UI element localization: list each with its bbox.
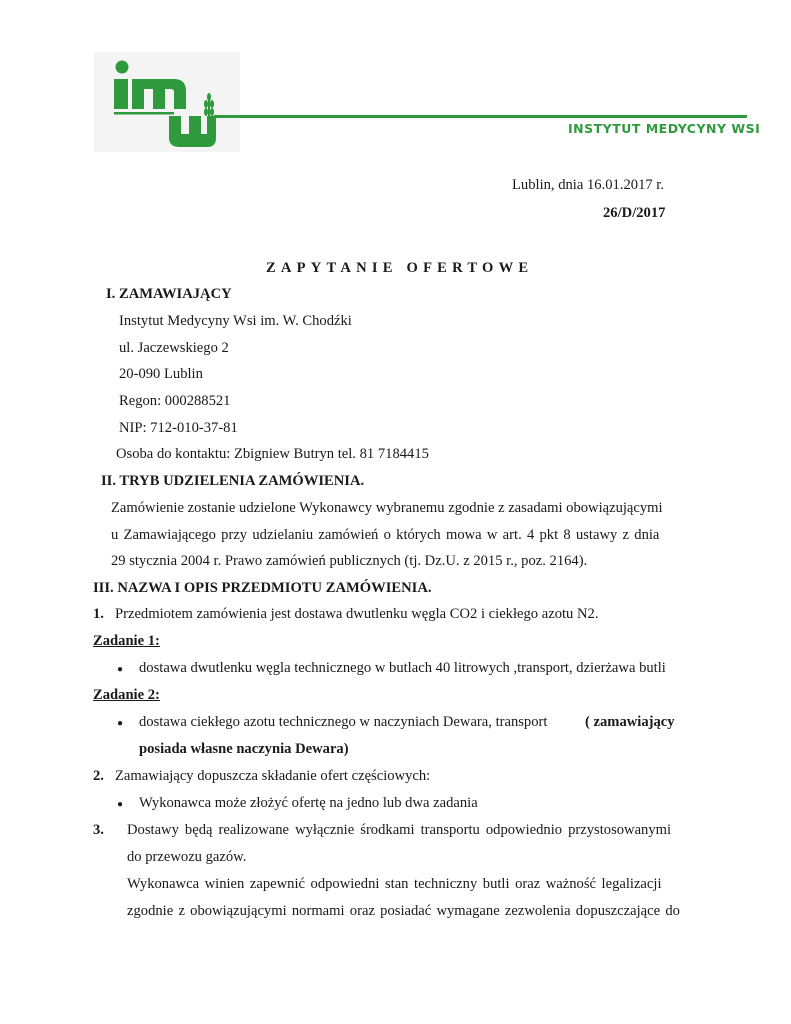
item2-number: 2. [93, 768, 104, 784]
bullet-icon: ● [117, 664, 124, 675]
item3-number: 3. [93, 822, 104, 838]
task2-bullet-note: ( zamawiający [585, 714, 675, 730]
item2-text: Zamawiający dopuszcza składanie ofert częściowych: [115, 768, 431, 784]
item1-text: Przedmiotem zamówienia jest dostawa dwutlenku węgla CO2 i ciekłego azotu N2. [115, 606, 599, 622]
section1-line: Regon: 000288521 [119, 393, 231, 409]
section2-heading: II. TRYB UDZIELENIA ZAMÓWIENIA. [101, 473, 365, 489]
bullet-icon: ● [117, 799, 124, 810]
task2-bullet-text: dostawa ciekłego azotu technicznego w naczyniach Dewara, transport [139, 714, 548, 730]
section3-heading: III. NAZWA I OPIS PRZEDMIOTU ZAMÓWIENIA. [93, 580, 432, 596]
task2-bullet-note-cont: posiada własne naczynia Dewara) [139, 741, 349, 757]
section2-line: u Zamawiającego przy udzielaniu zamówień o których mowa w art. 4 pkt 8 ustawy z dnia [111, 527, 660, 543]
item3-line: Wykonawca winien zapewnić odpowiedni stan techniczny butli oraz ważność legalizacji [127, 876, 662, 892]
imw-logo [94, 52, 234, 152]
document-title: ZAPYTANIE OFERTOWE [266, 260, 534, 276]
section1-line: ul. Jaczewskiego 2 [119, 340, 229, 356]
item3-line: Dostawy będą realizowane wyłącznie środkami transportu odpowiednio przystosowanymi [127, 822, 672, 838]
task1-bullet-text: dostawa dwutlenku węgla technicznego w butlach 40 litrowych ,transport, dzierżawa butli [139, 660, 666, 676]
header-divider-line [214, 115, 747, 118]
section2-line: 29 stycznia 2004 r. Prawo zamówień publicznych (tj. Dz.U. z 2015 r., poz. 2164). [111, 553, 588, 569]
item1-number: 1. [93, 606, 104, 622]
place-date: Lublin, dnia 16.01.2017 r. [512, 177, 665, 193]
section1-line: 20-090 Lublin [119, 366, 203, 382]
item2-bullet-text: Wykonawca może złożyć ofertę na jedno lub dwa zadania [139, 795, 478, 811]
item3-line: do przewozu gazów. [127, 849, 247, 865]
reference-number: 26/D/2017 [603, 205, 666, 221]
section1-line: Instytut Medycyny Wsi im. W. Chodźki [119, 313, 352, 329]
task1-label: Zadanie 1: [93, 633, 160, 649]
institute-name: INSTYTUT MEDYCYNY WSI [568, 121, 761, 136]
logo-i-stem [114, 79, 128, 109]
section1-heading: I. ZAMAWIAJĄCY [106, 286, 232, 302]
section1-line: NIP: 712-010-37-81 [119, 420, 238, 436]
logo-i-dot [116, 61, 129, 74]
item3-line: zgodnie z obowiązującymi normami oraz posiadać wymagane zezwolenia dopuszczające do [127, 903, 680, 919]
bullet-icon: ● [117, 718, 124, 729]
contact-person: Osoba do kontaktu: Zbigniew Butryn tel. 81 7184415 [116, 446, 429, 462]
task2-label: Zadanie 2: [93, 687, 160, 703]
logo-m [132, 79, 186, 109]
section2-line: Zamówienie zostanie udzielone Wykonawcy wybranemu zgodnie z zasadami obowiązującymi [111, 500, 663, 516]
